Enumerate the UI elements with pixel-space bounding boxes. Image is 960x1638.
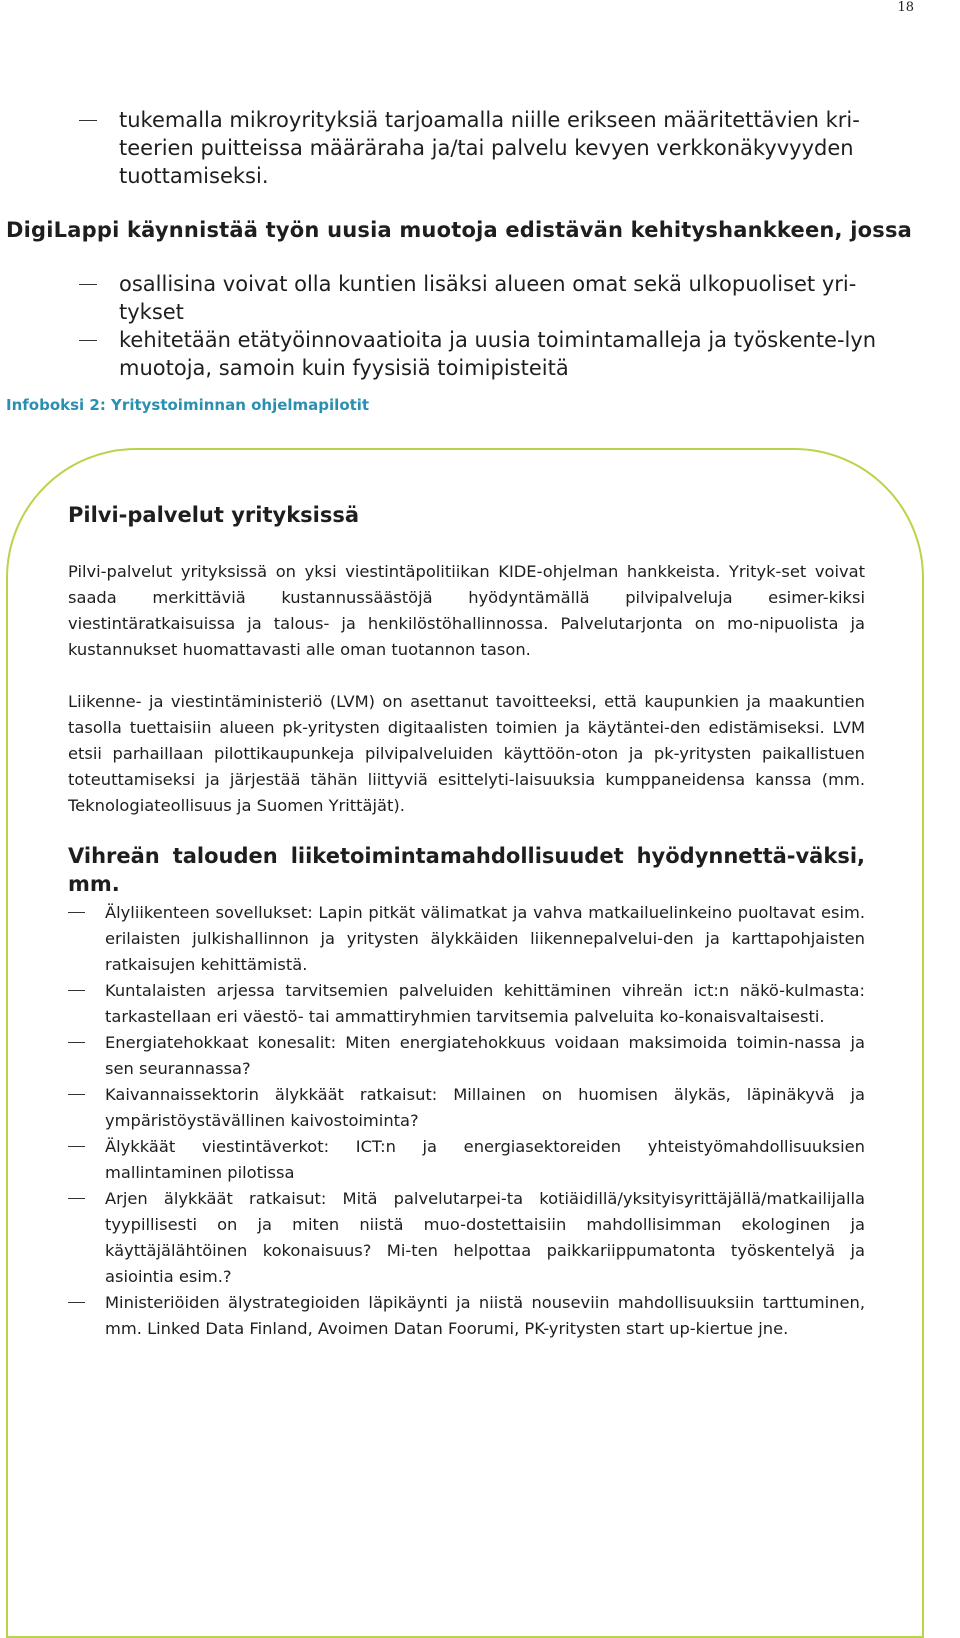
list-item-text: Kaivannaissektorin älykkäät ratkaisut: Millainen on huomisen älykäs, läpinäkyvä ja ympäristöystävällinen kaivostoiminta?	[105, 1085, 865, 1130]
list-item	[68, 1082, 865, 1134]
list-item-text: osallisina voivat olla kuntien lisäksi alueen omat sekä ulkopuoliset yri-tykset	[119, 272, 857, 324]
list-item	[68, 978, 865, 1030]
list-item	[79, 270, 921, 326]
list-item-text: kehitetään etätyöinnovaatioita ja uusia toimintamalleja ja työskente-lyn muotoja, samoin kuin fyysisiä toimipisteitä	[119, 328, 877, 380]
infobox-caption: Infoboksi 2: Yritystoiminnan ohjelmapilotit	[6, 396, 370, 414]
list-item-text: Älykkäät viestintäverkot: ICT:n ja energiasektoreiden yhteistyömahdollisuuksien mallintaminen pilotissa	[105, 1137, 865, 1182]
dash-bullet-icon	[68, 1042, 85, 1043]
dash-bullet-icon	[68, 1302, 85, 1303]
list-item	[79, 326, 921, 382]
list-item	[68, 1290, 865, 1342]
digilappi-heading: DigiLappi käynnistää työn uusia muotoja edistävän kehityshankkeen, jossa	[6, 218, 913, 242]
list-item-text: Energiatehokkaat konesalit: Miten energiatehokkuus voidaan maksimoida toimin-nassa ja sen seurannassa?	[105, 1033, 865, 1078]
dash-bullet-icon	[79, 284, 97, 285]
list-item-text: Älyliikenteen sovellukset: Lapin pitkät välimatkat ja vahva matkailuelinkeino puoltavat esim. erilaisten julkishallinnon ja yritysten älykkäiden liikennepalvelui-den ja karttapohjaisten ratkaisujen kehittämistä.	[105, 903, 865, 974]
list-item	[68, 1134, 865, 1186]
infobox-paragraph-1: Pilvi-palvelut yrityksissä on yksi viestintäpolitiikan KIDE-ohjelman hankkeista. Yrityk-set voivat saada merkittäviä kustannussäästöjä hyödyntämällä pilvipalveluja esimer-kiksi viestintäratkaisuissa ja talous- ja henkilöstöhallinnossa. Palvelutarjonta on mo-nipuolista ja kustannukset huomattavasti alle oman tuotannon tason.	[68, 562, 865, 659]
list-item	[68, 1030, 865, 1082]
list-item	[68, 1186, 865, 1290]
dash-bullet-icon	[68, 1094, 85, 1095]
top-bullet-list	[79, 106, 921, 190]
infobox-paragraph-2: Liikenne- ja viestintäministeriö (LVM) on asettanut tavoitteeksi, että kaupunkien ja maakuntien tasolla tuettaisiin alueen pk-yritysten digitaalisten toimien ja käytäntei-den edistämiseksi. LVM etsii parhaillaan pilottikaupunkeja pilvipalveluiden käyttöön-oton ja pk-yritysten paikallistuen toteuttamiseksi ja järjestää tähän liittyviä esittelyti-laisuuksia kumppaneidensa kanssa (mm. Teknologiateollisuus ja Suomen Yrittäjät).	[68, 692, 865, 815]
list-item-text: Kuntalaisten arjessa tarvitsemien palveluiden kehittäminen vihreän ict:n näkö-kulmasta: tarkastellaan eri väestö- tai ammattiryhmien tarvitsemia palveluita ko-konaisvaltaisesti.	[105, 981, 865, 1026]
infobox-title: Pilvi-palvelut yrityksissä	[68, 503, 360, 527]
dash-bullet-icon	[68, 912, 85, 913]
page-number: 18	[897, 0, 914, 15]
dash-bullet-icon	[68, 990, 85, 991]
list-item	[68, 900, 865, 978]
digilappi-list	[79, 270, 921, 382]
list-item-text: Ministeriöiden älystrategioiden läpikäynti ja niistä nouseviin mahdollisuuksiin tarttuminen, mm. Linked Data Finland, Avoimen Datan Foorumi, PK-yritysten start up-kiertue jne.	[105, 1293, 865, 1338]
dash-bullet-icon	[68, 1198, 85, 1199]
dash-bullet-icon	[79, 120, 97, 121]
list-item	[79, 106, 921, 190]
green-economy-list	[68, 900, 865, 1342]
dash-bullet-icon	[79, 340, 97, 341]
dash-bullet-icon	[68, 1146, 85, 1147]
list-item-text: Arjen älykkäät ratkaisut: Mitä palvelutarpei-ta kotiäidillä/yksityisyrittäjällä/matkailijalla tyypillisesti on ja miten niistä muo-dostettaisiin mahdollisimman ekologinen ja käyttäjälähtöinen kokonaisuus? Mi-ten helpottaa paikkariippumatonta työskentelyä ja asiointia esim.?	[105, 1189, 865, 1286]
list-item-text: tukemalla mikroyrityksiä tarjoamalla niille erikseen määritettävien kri-teerien puitteissa määräraha ja/tai palvelu kevyen verkkonäkyvyyden tuottamiseksi.	[119, 108, 860, 188]
infobox-subtitle: Vihreän talouden liiketoimintamahdollisuudet hyödynnettä-väksi, mm.	[68, 844, 865, 896]
